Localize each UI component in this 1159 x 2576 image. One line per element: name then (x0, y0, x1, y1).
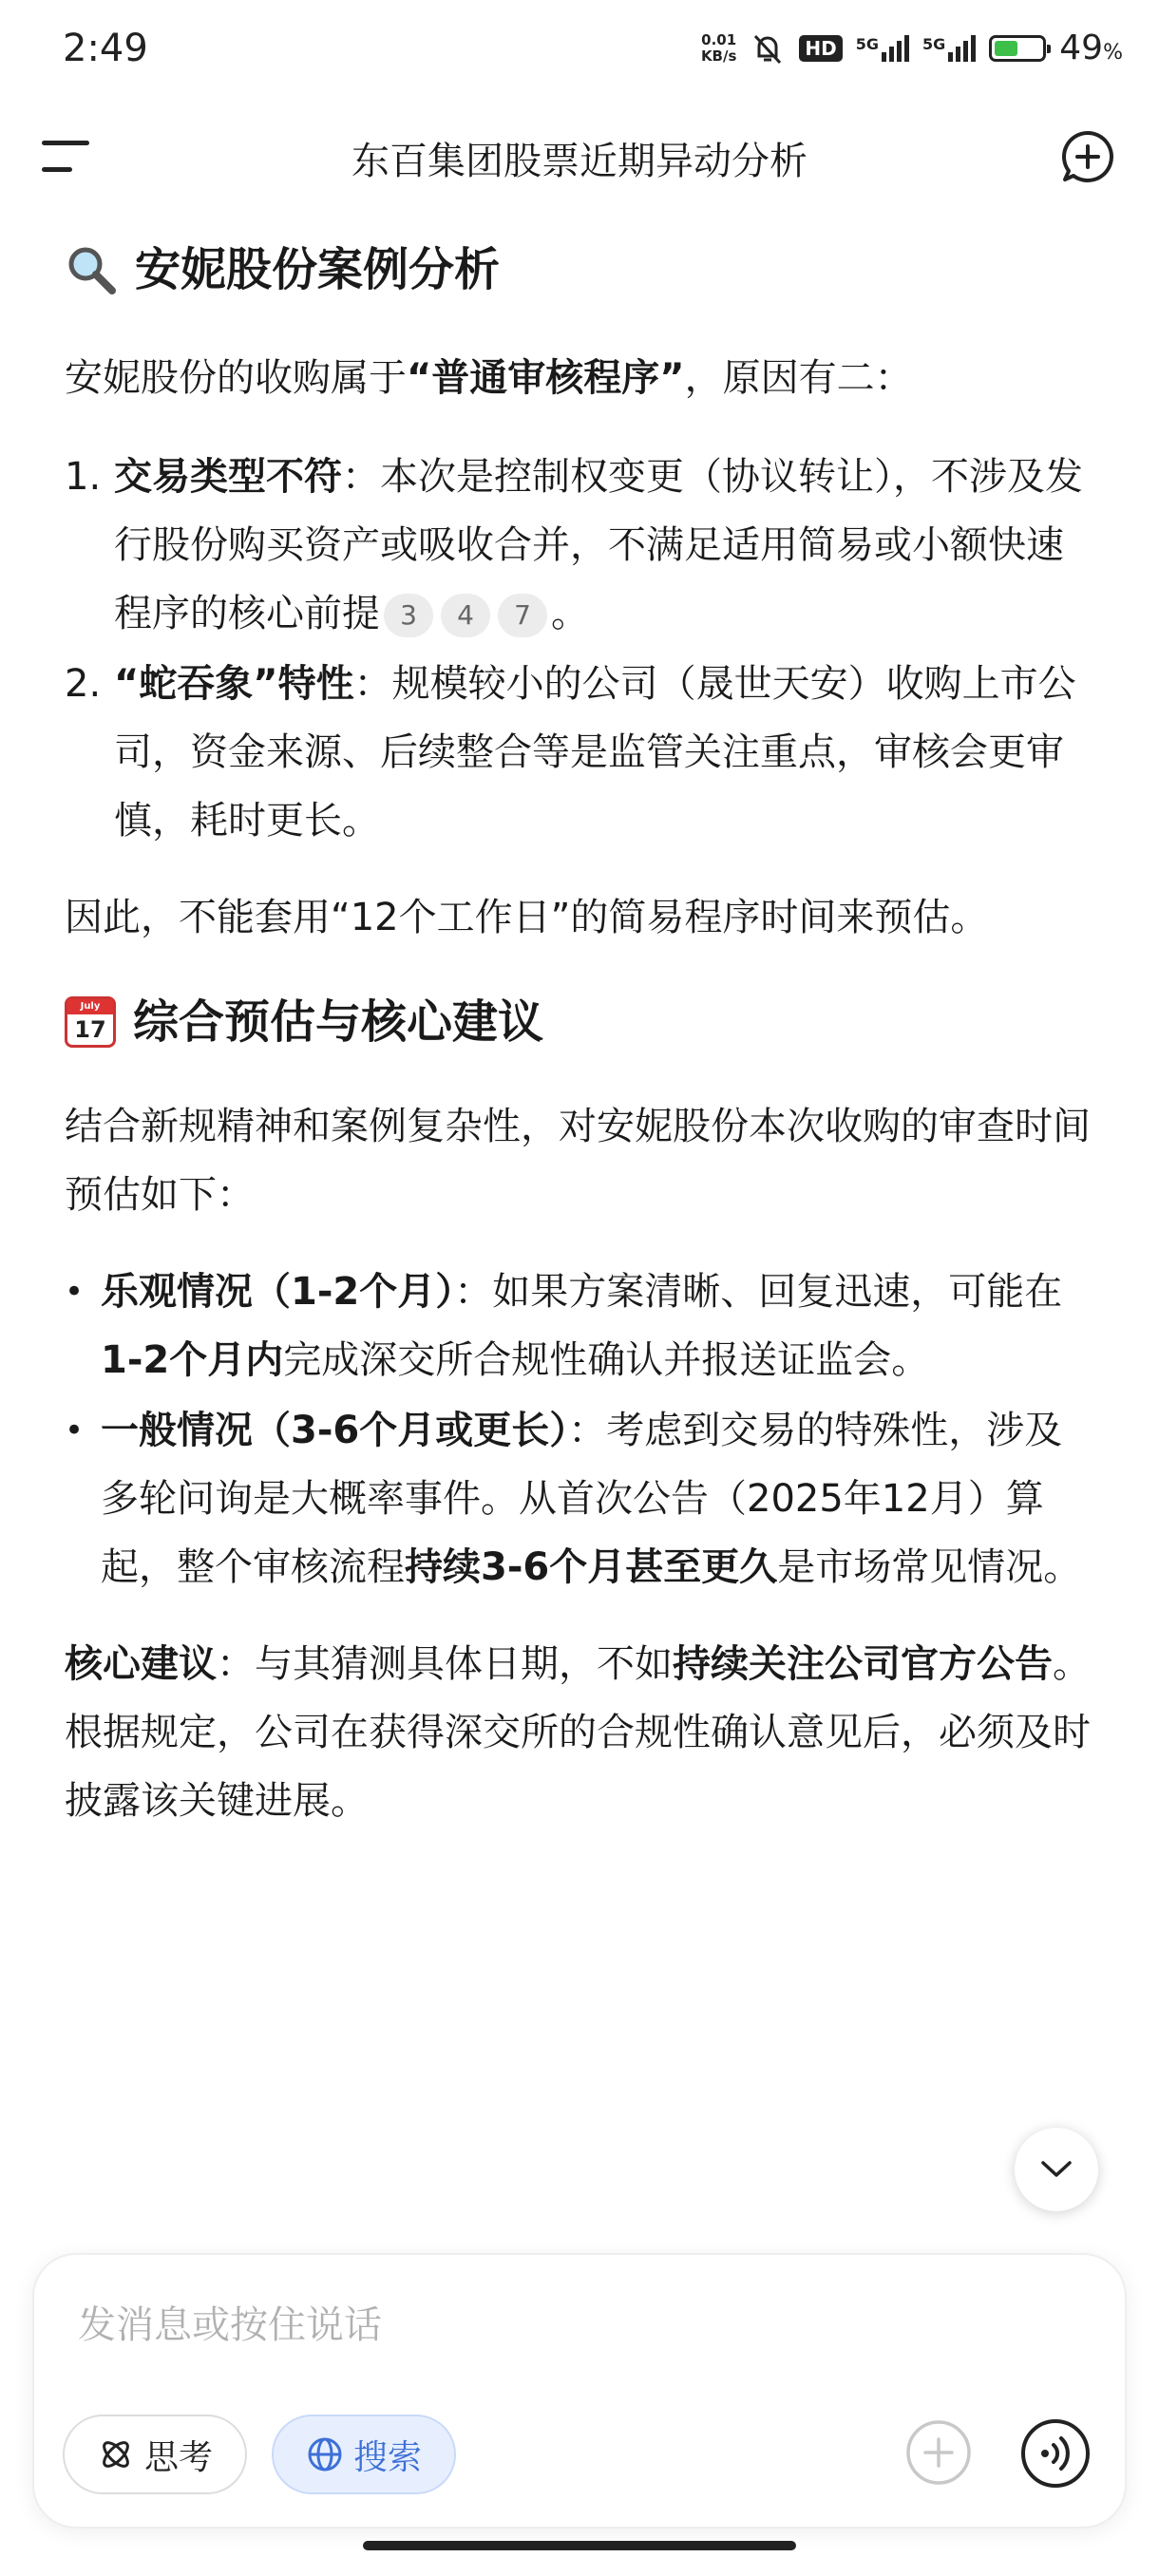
status-icons (701, 28, 1123, 67)
sim1-label: 5G (855, 34, 880, 53)
net-speed-value: 0.01 (701, 30, 737, 48)
chat-title: 东百集团股票近期异动分析 (352, 140, 808, 183)
new-chat-icon[interactable] (1060, 129, 1115, 184)
section-heading-case (65, 236, 1100, 304)
home-indicator[interactable] (363, 2541, 796, 2550)
message-input[interactable]: 发消息或按住说话 (78, 2303, 382, 2347)
search-label: 搜索 (353, 2437, 423, 2477)
net-speed (701, 32, 736, 65)
plus-icon[interactable] (904, 2418, 973, 2487)
section-heading-estimate (65, 988, 1100, 1056)
sim2-label: 5G (922, 34, 946, 53)
chevron-down-icon (1040, 2160, 1073, 2179)
voice-icon[interactable] (1018, 2416, 1092, 2491)
message-composer (34, 2255, 1125, 2527)
heading-text: 安妮股份案例分析 (135, 243, 501, 296)
hd-badge: HD (799, 35, 842, 62)
think-toggle-button[interactable] (63, 2415, 247, 2494)
paragraph-core-advice: 核心建议：与其猜测具体日期，不如持续关注公司官方公告。根据规定，公司在获得深交所的合规性确认意见后，必须及时披露该关键进展。 (65, 1642, 1091, 1823)
paragraph-conclusion: 因此，不能套用“12个工作日”的简易程序时间来预估。 (65, 896, 989, 939)
scroll-to-bottom-button[interactable] (1015, 2128, 1098, 2211)
magnifier-icon (65, 243, 118, 296)
globe-icon (306, 2435, 344, 2473)
list-item: • 乐观情况（1-2个月）：如果方案清晰、回复迅速，可能在1-2个月内完成深交所合规性确认并报送证监会。 (65, 1270, 1063, 1382)
list-item: • 一般情况（3-6个月或更长）：考虑到交易的特殊性，涉及多轮问询是大概率事件。从首次公告（2025年12月）算起，整个审核流程持续3-6个月甚至更久是市场常见情况。 (65, 1409, 1082, 1589)
paragraph-estimate-intro: 结合新规精神和案例复杂性，对安妮股份本次收购的审查时间预估如下： (65, 1105, 1091, 1217)
signal-sim2 (922, 35, 976, 62)
list-item: 1. 交易类型不符：本次是控制权变更（协议转让），不涉及发行股份购买资产或吸收合并，不满足适用简易或小额快速程序的核心前提 3 4 7 。 (65, 455, 1083, 635)
list-item: 2. “蛇吞象”特性：规模较小的公司（晟世天安）收购上市公司，资金来源、后续整合等是监管关注重点，审核会更审慎，耗时更长。 (65, 662, 1076, 843)
reasons-list (65, 443, 1100, 855)
think-label: 思考 (144, 2437, 214, 2477)
mute-bell-icon (750, 30, 786, 66)
status-time: 2:49 (63, 27, 148, 70)
estimate-list (65, 1258, 1100, 1601)
net-speed-unit: KB/s (700, 47, 737, 65)
battery-percent: 49% (1059, 28, 1123, 67)
message-content (65, 236, 1100, 1835)
battery-icon (989, 35, 1046, 62)
status-bar (0, 0, 1159, 104)
chat-header (0, 104, 1159, 209)
citation-ref[interactable]: 7 (498, 594, 547, 637)
battery-fill (995, 41, 1017, 56)
paragraph-intro: 安妮股份的收购属于“普通审核程序”，原因有二： (65, 356, 913, 400)
search-toggle-button[interactable] (272, 2415, 456, 2494)
citation-ref[interactable]: 4 (441, 594, 490, 637)
signal-sim1 (856, 35, 909, 62)
think-icon (97, 2435, 135, 2473)
heading-text: 综合预估与核心建议 (133, 995, 544, 1049)
calendar-icon: July 17 (65, 996, 116, 1048)
citation-ref[interactable]: 3 (384, 594, 433, 637)
